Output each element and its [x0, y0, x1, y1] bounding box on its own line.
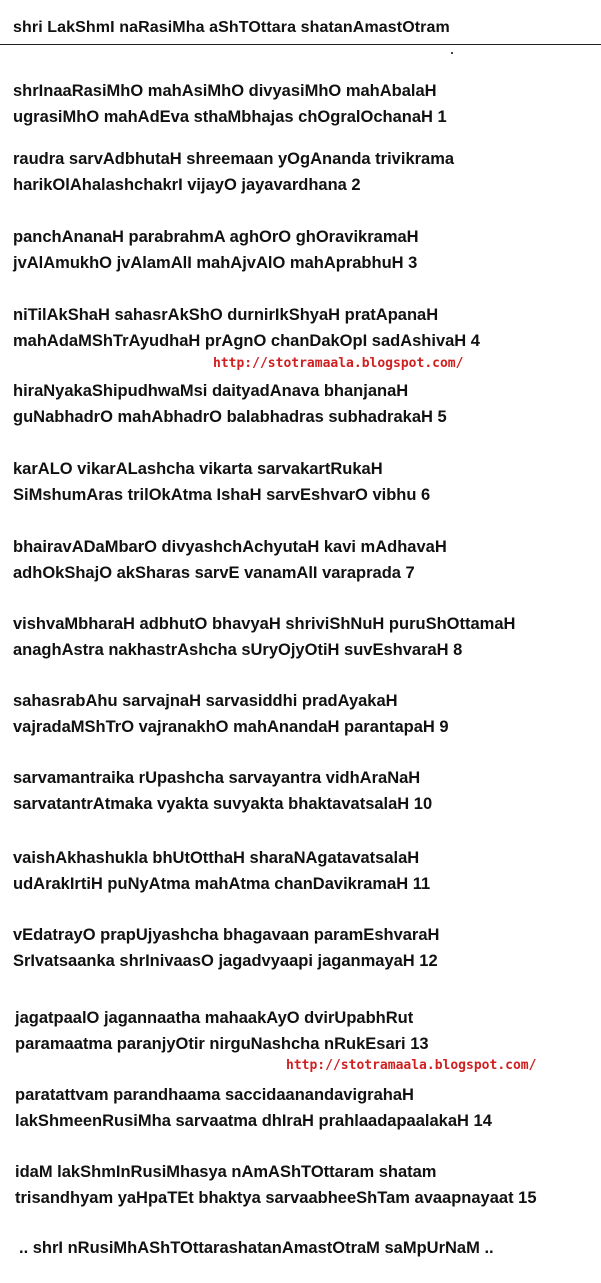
- verse-5: [13, 378, 447, 430]
- verse-line: ugrasiMhO mahAdEva sthaMbhajas chOgralOchanaH 1: [13, 108, 447, 126]
- verse-line: SrIvatsaanka shrInivaasO jagadvyaapi jaganmayaH 12: [13, 952, 438, 970]
- verse-2: [13, 146, 454, 198]
- verse-13: [15, 1005, 429, 1057]
- verse-9: [13, 688, 449, 740]
- verse-line: vEdatrayO prapUjyashcha bhagavaan paramEshvaraH: [13, 926, 440, 944]
- verse-3: [13, 224, 419, 276]
- verse-line: paramaatma paranjyOtir nirguNashcha nRukEsari 13: [15, 1035, 429, 1053]
- verse-line: panchAnanaH parabrahmA aghOrO ghOravikramaH: [13, 228, 419, 246]
- stray-dot: [451, 52, 453, 54]
- blog-link[interactable]: http://stotramaala.blogspot.com/: [213, 356, 464, 371]
- verse-line: anaghAstra nakhastrAshcha sUryOjyOtiH suvEshvaraH 8: [13, 641, 463, 659]
- verse-line: sarvamantraika rUpashcha sarvayantra vidhAraNaH: [13, 769, 421, 787]
- verse-line: sarvatantrAtmaka vyakta suvyakta bhaktavatsalaH 10: [13, 795, 433, 813]
- verse-6: [13, 456, 430, 508]
- verse-12: [13, 922, 439, 974]
- verse-line: bhairavADaMbarO divyashchAchyutaH kavi mAdhavaH: [13, 538, 447, 556]
- verse-line: mahAdaMShTrAyudhaH prAgnO chanDakOpI sadAshivaH 4: [13, 332, 480, 350]
- verse-7: [13, 534, 447, 586]
- verse-line: paratattvam parandhaama saccidaanandavigrahaH: [15, 1086, 414, 1104]
- verse-line: udArakIrtiH puNyAtma mahAtma chanDavikramaH 11: [13, 875, 431, 893]
- verse-line: trisandhyam yaHpaTEt bhaktya sarvaabheeShTam avaapnayaat 15: [15, 1189, 537, 1207]
- verse-line: lakShmeenRusiMha sarvaatma dhIraH prahlaadapaalakaH 14: [15, 1112, 492, 1130]
- verse-line: karALO vikarALashcha vikarta sarvakartRukaH: [13, 460, 383, 478]
- verse-line: vaishAkhashukla bhUtOtthaH sharaNAgatavatsalaH: [13, 849, 420, 867]
- title-divider: [0, 44, 601, 45]
- verse-line: hiraNyakaShipudhwaMsi daityadAnava bhanjanaH: [13, 382, 409, 400]
- verse-line: vajradaMShTrO vajranakhO mahAnandaH parantapaH 9: [13, 718, 449, 736]
- verse-line: idaM lakShmInRusiMhasya nAmAShTOttaram shatam: [15, 1163, 437, 1181]
- verse-15: [15, 1159, 537, 1211]
- page-title: shri LakShmI naRasiMha aShTOttara shatanAmastOtram: [13, 19, 450, 36]
- verse-line: jvAlAmukhO jvAlamAlI mahAjvAlO mahAprabhuH 3: [13, 254, 418, 272]
- verse-line: shrInaaRasiMhO mahAsiMhO divyasiMhO mahAbalaH: [13, 82, 437, 100]
- verse-line: sahasrabAhu sarvajnaH sarvasiddhi pradAyakaH: [13, 692, 398, 710]
- verse-1: [13, 78, 447, 130]
- verse-line: raudra sarvAdbhutaH shreemaan yOgAnanda trivikrama: [13, 150, 455, 168]
- verse-10: [13, 765, 432, 817]
- verse-line: jagatpaalO jagannaatha mahaakAyO dvirUpabhRut: [15, 1009, 414, 1027]
- verse-14: [15, 1082, 492, 1134]
- blog-link[interactable]: http://stotramaala.blogspot.com/: [286, 1058, 537, 1073]
- verse-line: SiMshumAras trilOkAtma IshaH sarvEshvarO vibhu 6: [13, 486, 431, 504]
- verse-11: [13, 845, 430, 897]
- verse-line: guNabhadrO mahAbhadrO balabhadras subhadrakaH 5: [13, 408, 447, 426]
- verse-4: [13, 302, 480, 354]
- verse-line: vishvaMbharaH adbhutO bhavyaH shriviShNuH puruShOttamaH: [13, 615, 516, 633]
- verse-line: harikOlAhalashchakrI vijayO jayavardhana 2: [13, 176, 361, 194]
- verse-line: niTilAkShaH sahasrAkShO durnirIkShyaH pratApanaH: [13, 306, 439, 324]
- verse-8: [13, 611, 515, 663]
- verse-line: adhOkShajO akSharas sarvE vanamAlI varaprada 7: [13, 564, 415, 582]
- closing-line: .. shrI nRusiMhAShTOttarashatanAmastOtraM saMpUrNaM ..: [19, 1239, 494, 1257]
